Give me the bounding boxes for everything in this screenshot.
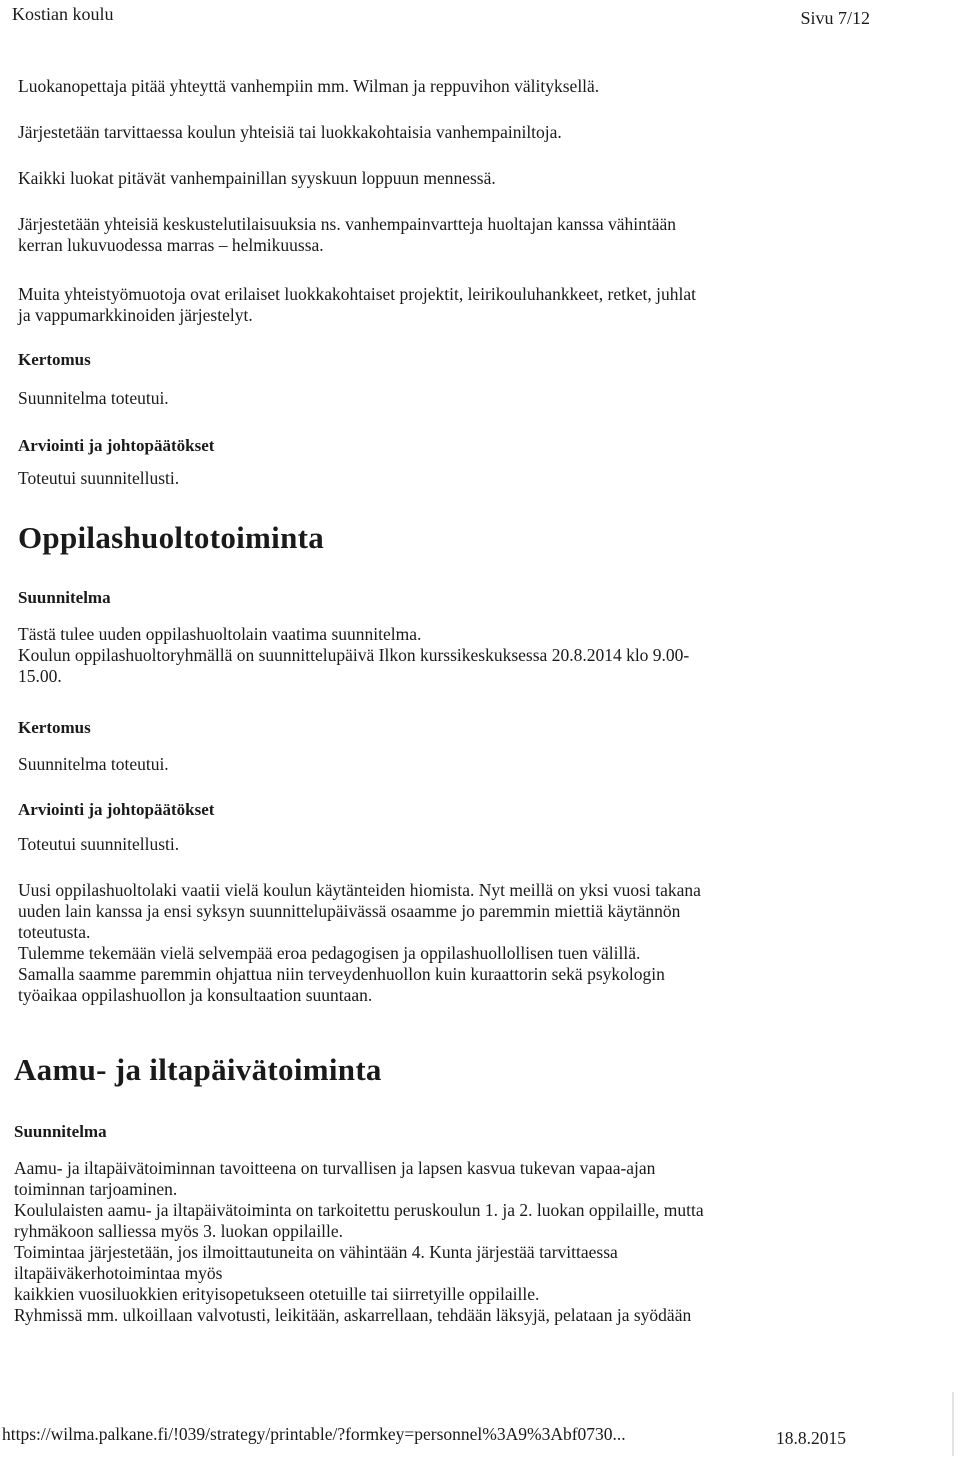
text-line: Koulun oppilashuoltoryhmällä on suunnittelupäivä Ilkon kurssikeskuksessa 20.8.2014 klo 9.00- [18,645,690,665]
text-line: Tästä tulee uuden oppilashuoltolain vaatima suunnitelma. [18,624,422,644]
text-line: kaikkien vuosiluokkien erityisopetukseen otetuille tai siirretyille oppilaille. [14,1284,540,1304]
text-line: 15.00. [18,666,62,686]
text-line: Järjestetään yhteisiä keskustelutilaisuuksia ns. vanhempainvartteja huoltajan kanssa vähintään [18,214,677,234]
text-line: kerran lukuvuodessa marras – helmikuussa. [18,235,324,255]
text-line: Tulemme tekemään vielä selvempää eroa pedagogisen ja oppilashuollollisen tuen välillä. [18,943,641,963]
paragraph-parent-evenings: Järjestetään tarvittaessa koulun yhteisiä tai luokkakohtaisia vanhempainiltoja. [18,122,562,142]
page-header [0,2,960,36]
text-line: Aamu- ja iltapäivätoiminnan tavoitteena on turvallisen ja lapsen kasvua tukevan vapaa-ajan [14,1158,656,1178]
page-indicator: Sivu 7/12 [800,8,870,28]
paragraph-contact: Luokanopettaja pitää yhteyttä vanhempiin mm. Wilman ja reppuvihon välityksellä. [18,76,600,96]
heading-suunnitelma: Suunnitelma [18,588,111,607]
text-line: Uusi oppilashuoltolaki vaatii vielä koulun käytänteiden hiomista. Nyt meillä on yksi vuosi takana [18,880,701,900]
heading-oppilashuoltotoiminta: Oppilashuoltotoiminta [18,520,325,555]
text-arviointi: Toteutui suunnitellusti. [18,834,180,854]
text-line: ryhmäkoon salliessa myös 3. luokan oppilaille. [14,1221,344,1241]
school-name: Kostian koulu [12,4,114,24]
text-kertomus: Suunnitelma toteutui. [18,754,169,774]
paragraph-oppilashuolto-plan [18,624,689,687]
heading-suunnitelma: Suunnitelma [14,1122,107,1141]
text-line: toiminnan tarjoaminen. [14,1179,178,1199]
text-kertomus: Suunnitelma toteutui. [18,388,169,408]
paragraph-oppilashuolto-review [18,880,701,1006]
paragraph-class-evenings: Kaikki luokat pitävät vanhempainillan syyskuun loppuun mennessä. [18,168,496,188]
text-line: ja vappumarkkinoiden järjestelyt. [18,305,253,325]
text-line: iltapäiväkerhotoimintaa myös [14,1263,223,1283]
text-arviointi: Toteutui suunnitellusti. [18,468,180,488]
footer-url-link[interactable]: https://wilma.palkane.fi/!039/strategy/printable/?formkey=personnel%3A9%3Abf0730... [2,1424,626,1444]
heading-kertomus: Kertomus [18,718,91,737]
text-line: Muita yhteistyömuotoja ovat erilaiset luokkakohtaiset projektit, leirikouluhankkeet, retket, juhlat [18,284,696,304]
heading-aamu-ja-iltapaivatoiminta: Aamu- ja iltapäivätoiminta [14,1052,382,1087]
page-footer [0,1424,960,1454]
text-line: uuden lain kanssa ja ensi syksyn suunnittelupäivässä osaamme jo paremmin miettiä käytännön [18,901,681,921]
text-line: toteutusta. [18,922,91,942]
text-line: Koululaisten aamu- ja iltapäivätoiminta on tarkoitettu peruskoulun 1. ja 2. luokan oppilaille, mutta [14,1200,704,1220]
text-line: Samalla saamme paremmin ohjattua niin terveydenhuollon kuin kuraattorin sekä psykologin [18,964,665,984]
text-line: Toimintaa järjestetään, jos ilmoittautuneita on vähintään 4. Kunta järjestää tarvittaessa [14,1242,618,1262]
footer-print-date: 18.8.2015 [776,1428,846,1448]
text-line: Ryhmissä mm. ulkoillaan valvotusti, leikitään, askarrellaan, tehdään läksyjä, pelataan ja syödään [14,1305,692,1325]
paragraph-aamu-plan [14,1158,704,1326]
paragraph-discussions [18,214,676,256]
paragraph-other-cooperation [18,284,696,326]
heading-arviointi: Arviointi ja johtopäätökset [18,800,215,819]
heading-kertomus: Kertomus [18,350,91,369]
text-line: työaikaa oppilashuollon ja konsultaation suuntaan. [18,985,373,1005]
heading-arviointi: Arviointi ja johtopäätökset [18,436,215,455]
